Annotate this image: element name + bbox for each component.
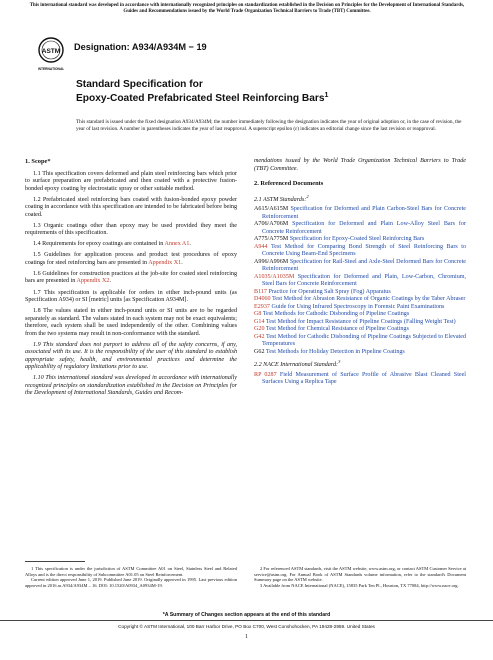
astm-reference-item	[254, 206, 466, 221]
astm-reference-code[interactable]: B117	[254, 288, 267, 295]
nace-subheading	[254, 358, 466, 370]
astm-reference-code[interactable]: A706/A706M	[254, 221, 289, 228]
page-number: 1	[245, 634, 248, 640]
para-1-5	[25, 252, 237, 267]
nace-sub-footnote: 3	[338, 359, 341, 365]
nace-reference-list	[254, 372, 466, 387]
appendix-x2-link[interactable]: Appendix X2	[76, 278, 110, 285]
title-line-2	[76, 93, 328, 104]
designation: Designation: A934/A934M − 19	[74, 42, 207, 52]
astm-reference-title[interactable]: Specification for Deformed and Plain Carbon-Steel Bars for Concrete Reinforcement	[262, 206, 466, 220]
para-1-7: 1.7 This specification is applicable for orders in either inch-pound units (as Specification A934) or SI [metric] units [as Specification A934M].	[25, 289, 237, 304]
left-column	[25, 158, 237, 401]
footnote-1b: Current edition approved June 1, 2019. Published June 2019. Originally approved in 1995. Last previous edition approved in 2016 as A934/A934M – 16. DOI: 10.1520/A0934_A0934M-19.	[25, 577, 237, 588]
footnote-1: 1 This specification is under the jurisdiction of ASTM Committee A01 on Steel, Stainless Steel and Related Alloys and is the direct responsibility of Subcommittee A01.05 on Steel Reinforcement.	[25, 566, 237, 577]
astm-reference-item	[254, 236, 466, 244]
astm-reference-item	[254, 221, 466, 236]
astm-reference-title[interactable]: Specification for Deformed and Plain, Low-Carbon, Chromium, Steel Bars for Concrete Reinforcement	[262, 273, 466, 288]
para-1-1: 1.1 This specification covers deformed and plain steel reinforcing bars which prior to surface preparation are prefabricated and then coated with a protective fusion-bonded epoxy coating by electrostatic spray or other suitable method.	[25, 170, 237, 192]
title-line-1: Standard Specification for	[76, 79, 203, 90]
astm-reference-title[interactable]: Test Method for Abrasion Resistance of Organic Coatings by the Taber Abraser	[272, 296, 466, 303]
astm-sub-footnote: 2	[306, 193, 309, 199]
nace-sub-text: 2.2 NACE International Standard:	[254, 362, 339, 369]
astm-reference-item	[254, 259, 466, 274]
nace-reference-item	[254, 372, 466, 387]
astm-reference-title[interactable]: Test Methods for Holiday Detection in Pipeline Coatings	[265, 348, 405, 355]
astm-reference-item	[254, 311, 466, 319]
summary-of-changes-note: *A Summary of Changes section appears at the end of this standard	[162, 612, 331, 618]
para-1-2: 1.2 Prefabricated steel reinforcing bars coated with fusion-bonded epoxy powder coating in accordance with this specification are intended to be fabricated before being coated.	[25, 196, 237, 218]
footnote-3: 3 Available from NACE International (NACE), 15835 Park Ten Pl., Houston, TX 77084, http://www.nace.org.	[260, 582, 459, 588]
copyright-line: Copyright © ASTM International, 100 Barr Harbor Drive, PO Box C700, West Conshohocken, PA 19428-2959. United States	[118, 624, 375, 629]
astm-reference-list	[254, 206, 466, 356]
astm-reference-code[interactable]: A996/A996M	[254, 258, 289, 265]
footer-rule	[0, 620, 493, 621]
astm-reference-code[interactable]: G20	[254, 326, 265, 333]
astm-reference-code[interactable]: G8	[254, 311, 262, 318]
para-1-4-text: 1.4 Requirements for epoxy coatings are contained in	[33, 241, 165, 248]
annex-a1-link[interactable]: Annex A1	[164, 241, 190, 248]
astm-reference-title[interactable]: Specification for Epoxy-Coated Steel Reinforcing Bars	[289, 236, 425, 243]
astm-reference-item	[254, 304, 466, 312]
scope-heading: 1. Scope*	[25, 158, 51, 165]
astm-reference-title[interactable]: Guide for Using Infrared Spectroscopy in Forensic Paint Examinations	[271, 303, 445, 310]
para-1-6	[25, 271, 237, 286]
astm-reference-title[interactable]: Test Method for Impact Resistance of Pipeline Coatings (Falling Weight Test)	[265, 318, 456, 325]
footnote-rule-left	[25, 561, 85, 562]
astm-reference-title[interactable]: Test Method for Cathodic Disbonding of Pipeline Coatings Subjected to Elevated Temperatures	[262, 333, 466, 348]
para-1-9: 1.9 This standard does not purport to address all of the safety concerns, if any, associated with its use. It is the responsibility of the user of this standard to establish appropriate safety, health, and environmental practices and determine the applicability of regulatory limitations prior to use.	[25, 341, 237, 371]
astm-reference-title[interactable]: Specification for Rail-Steel and Axle-Steel Deformed Bars for Concrete Reinforcement	[262, 258, 466, 273]
astm-logo	[38, 36, 64, 78]
astm-reference-item	[254, 349, 466, 357]
right-column	[254, 158, 466, 387]
astm-reference-code[interactable]: A944	[254, 243, 268, 250]
astm-standards-subheading	[254, 193, 466, 205]
astm-reference-item	[254, 289, 466, 297]
astm-reference-code[interactable]: A775/A775M	[254, 236, 289, 243]
para-1-4	[25, 241, 237, 249]
astm-reference-code[interactable]: A1035/A1035M	[254, 273, 295, 280]
astm-reference-item	[254, 244, 466, 259]
astm-reference-title[interactable]: Practice for Operating Salt Spray (Fog) Apparatus	[268, 288, 391, 295]
astm-sub-text: 2.1 ASTM Standards:	[254, 196, 307, 203]
para-1-8: 1.8 The values stated in either inch-pound units or SI units are to be regarded separately as standard. The values stated in each system may not be exact equivalents; therefore, each system shall be used independently of the other. Combining values from the two systems may result in non-conformance with the standard.	[25, 308, 237, 337]
para-1-10: 1.10 This international standard was developed in accordance with internationally recognized principles on standardization established in the Decision on Principles for the Development of International Standards, Guides and Recom-	[25, 375, 237, 397]
astm-reference-code[interactable]: D4060	[254, 296, 271, 303]
para-1-10-continued: mendations issued by the World Trade Organization Technical Barriers to Trade (TBT) Committee.	[254, 158, 466, 172]
astm-reference-code[interactable]: G14	[254, 318, 265, 325]
para-1-5-text: 1.5 Guidelines for application process and product test procedures of epoxy coatings for steel reinforcing bars are presented in	[25, 252, 237, 266]
standard-issuance-note: This standard is issued under the fixed designation A934/A934M; the number immediately following the designation indicates the year of original adoption or, in the case of revision, the year of last revision. A number in parentheses indicates the year of last reapproval. A superscript epsilon (ε) indicates an editorial change since the last revision or reapproval.	[76, 119, 462, 132]
astm-reference-item	[254, 319, 466, 327]
para-1-6-end: .	[109, 278, 111, 285]
footnote-2: 2 For referenced ASTM standards, visit the ASTM website, www.astm.org, or contact ASTM Customer Service at service@astm.org. For Annual Book of ASTM Standards volume information, refer to the standard's Document Summary page on the ASTM website.	[254, 566, 466, 582]
astm-reference-item	[254, 274, 466, 289]
nace-reference-code[interactable]: RP 0287	[254, 371, 277, 378]
svg-text:INTERNATIONAL: INTERNATIONAL	[38, 67, 64, 71]
astm-reference-title[interactable]: Test Method for Comparing Bond Strength of Steel Reinforcing Bars to Concrete Using Beam-End Specimens	[262, 243, 466, 258]
astm-reference-code[interactable]: A615/A615M	[254, 206, 289, 213]
astm-reference-title[interactable]: Test Method for Chemical Resistance of Pipeline Coatings	[265, 326, 409, 333]
footnotes-right	[254, 566, 466, 588]
astm-reference-title[interactable]: Specification for Deformed and Plain Low-Alloy Steel Bars for Concrete Reinforcement	[262, 221, 466, 235]
astm-reference-code[interactable]: E2937	[254, 303, 270, 310]
para-1-3: 1.3 Organic coatings other than epoxy may be used provided they meet the requirements of this specification.	[25, 222, 237, 237]
astm-reference-item	[254, 334, 466, 349]
appendix-x1-link[interactable]: Appendix X1	[148, 259, 182, 266]
svg-text:ASTM: ASTM	[41, 48, 61, 55]
astm-reference-item	[254, 326, 466, 334]
astm-reference-code[interactable]: G62	[254, 348, 265, 355]
para-1-4-end: .	[189, 241, 191, 248]
development-notice: This international standard was developed in accordance with internationally recognized principles on standardization established in the Decision on Principles for the Development of International Standards, Guides and Recommendations issued by the World Trade Organization Technical Barriers to Trade (TBT) Committee.	[29, 3, 465, 14]
title-footnote-mark: 1	[324, 92, 329, 99]
para-1-5-end: .	[181, 259, 183, 266]
title-main: Epoxy-Coated Prefabricated Steel Reinforcing Bars	[76, 93, 325, 104]
footnotes-left	[25, 566, 237, 588]
astm-reference-code[interactable]: G42	[254, 333, 265, 340]
astm-reference-title[interactable]: Test Methods for Cathodic Disbonding of Pipeline Coatings	[262, 311, 410, 318]
para-1-6-text: 1.6 Guidelines for construction practices at the job-site for coated steel reinforcing bars are presented in	[25, 270, 237, 285]
nace-reference-title[interactable]: Field Measurement of Surface Profile of Abrasive Blast Cleaned Steel Surfaces Using a Replica Tape	[262, 371, 466, 386]
astm-reference-item	[254, 296, 466, 304]
references-heading: 2. Referenced Documents	[254, 180, 324, 187]
